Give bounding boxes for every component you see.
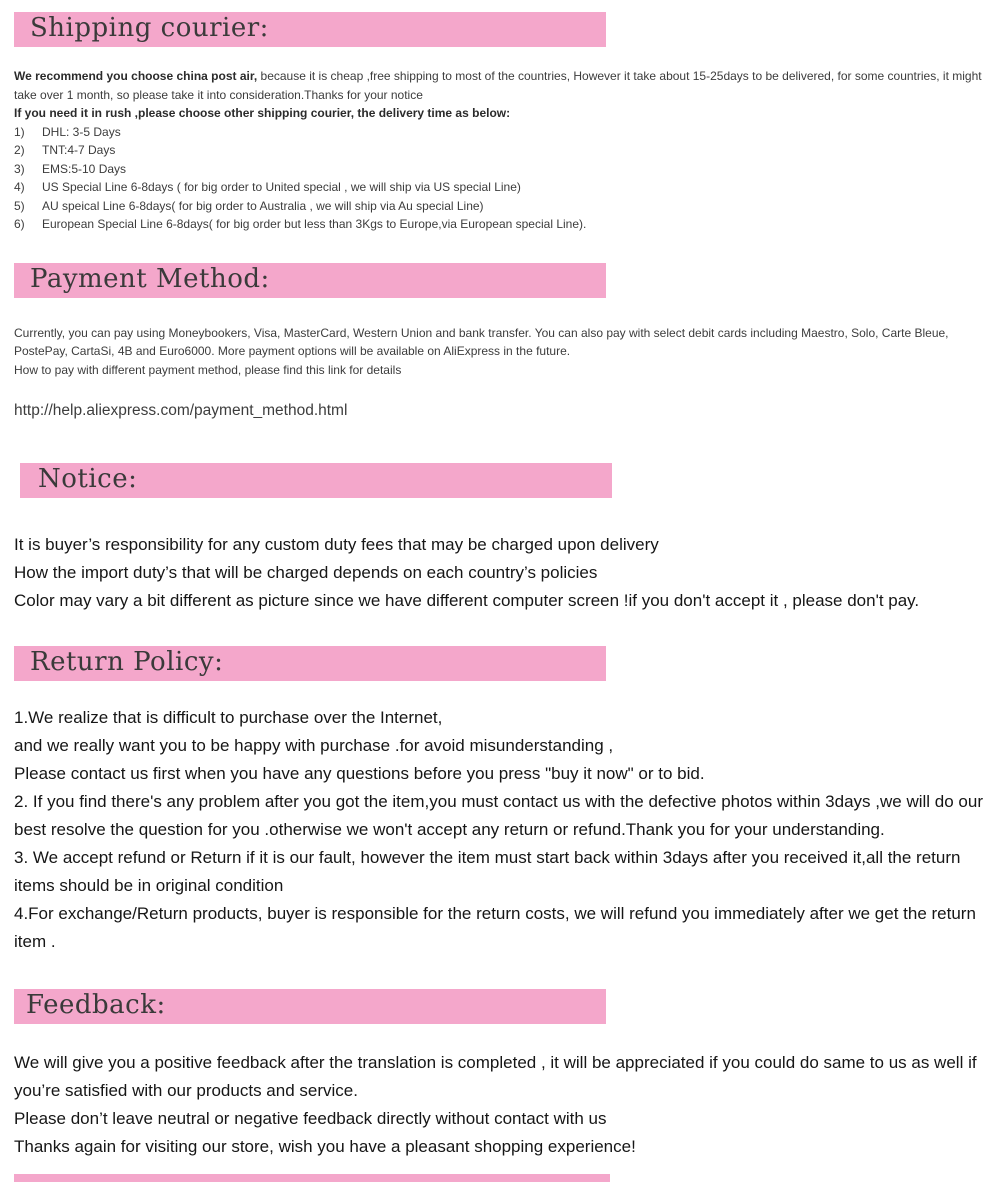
shipping-option-number: 4) bbox=[14, 180, 25, 194]
feedback-body bbox=[14, 1049, 988, 1161]
shipping-intro bbox=[14, 67, 988, 104]
return-policy-line: 4.For exchange/Return products, buyer is responsible for the return costs, we will refund you immediately after we get the return item . bbox=[14, 904, 976, 951]
notice-line: How the import duty’s that will be charged depends on each country’s policies bbox=[14, 563, 598, 582]
shipping-option bbox=[14, 160, 988, 179]
shipping-option-number: 3) bbox=[14, 161, 25, 176]
return-policy-line: and we really want you to be happy with purchase .for avoid misunderstanding , bbox=[14, 736, 614, 755]
section-return-policy bbox=[14, 646, 988, 956]
section-shipping bbox=[14, 12, 988, 234]
return-policy-body bbox=[14, 704, 988, 956]
shipping-option-text: EMS:5-10 Days bbox=[42, 161, 127, 176]
bottom-pink-bar bbox=[14, 1174, 610, 1182]
shipping-option-text: AU speical Line 6-8days( for big order to Australia , we will ship via Au special Line) bbox=[42, 198, 484, 213]
section-notice bbox=[14, 463, 988, 615]
shipping-rush-note bbox=[14, 104, 988, 123]
shipping-option bbox=[14, 178, 988, 197]
shipping-option-number: 2) bbox=[14, 143, 25, 157]
shipping-option-number: 1) bbox=[14, 124, 25, 139]
return-policy-line: 2. If you find there's any problem after you got the item,you must contact us with the defective photos within 3days ,we will do our best resolve the question for you .otherwise we won't accept any return or refund.Thank you for your understanding. bbox=[14, 792, 983, 839]
feedback-heading: Feedback: bbox=[14, 989, 606, 1024]
payment-link-note: How to pay with different payment method, please find this link for details bbox=[14, 362, 402, 377]
shipping-intro-bold: We recommend you choose china post air, bbox=[14, 69, 258, 83]
shipping-option-number: 5) bbox=[14, 198, 25, 213]
payment-body bbox=[14, 324, 988, 380]
shipping-option bbox=[14, 215, 988, 234]
shipping-option-text: DHL: 3-5 Days bbox=[42, 124, 121, 139]
payment-method-link[interactable]: http://help.aliexpress.com/payment_method.html bbox=[14, 402, 348, 419]
shipping-option bbox=[14, 141, 988, 160]
feedback-line: Please don’t leave neutral or negative feedback directly without contact with us bbox=[14, 1109, 607, 1128]
feedback-line: Thanks again for visiting our store, wish you have a pleasant shopping experience! bbox=[14, 1137, 636, 1156]
section-payment bbox=[14, 263, 988, 421]
return-policy-line: 1.We realize that is difficult to purchase over the Internet, bbox=[14, 708, 443, 727]
notice-body bbox=[14, 531, 988, 615]
shipping-option-text: US Special Line 6-8days ( for big order to United special , we will ship via US special Line) bbox=[42, 180, 521, 194]
shipping-option bbox=[14, 123, 988, 142]
shipping-option-number: 6) bbox=[14, 217, 25, 231]
return-policy-line: Please contact us first when you have any questions before you press "buy it now" or to bid. bbox=[14, 764, 705, 783]
shipping-option-text: TNT:4-7 Days bbox=[42, 143, 116, 157]
payment-heading: Payment Method: bbox=[14, 263, 606, 298]
shipping-rush-note-text: If you need it in rush ,please choose other shipping courier, the delivery time as below: bbox=[14, 106, 511, 120]
return-policy-line: 3. We accept refund or Return if it is our fault, however the item must start back within 3days after you received it,all the return items should be in original condition bbox=[14, 848, 961, 895]
shipping-intro-rest: because it is cheap ,free shipping to most of the countries, However it take about 15-25days to be delivered, for some countries, it might take over 1 month, so please take it into consideration.Thanks for your notice bbox=[14, 69, 982, 102]
feedback-line: We will give you a positive feedback after the translation is completed , it will be appreciated if you could do same to us as well if you’re satisfied with our products and service. bbox=[14, 1053, 977, 1100]
return-policy-heading: Return Policy: bbox=[14, 646, 606, 681]
shipping-option bbox=[14, 197, 988, 216]
notice-line: Color may vary a bit different as picture since we have different computer screen !if you don't accept it , please don't pay. bbox=[14, 591, 920, 610]
shipping-body bbox=[14, 67, 988, 234]
shipping-heading: Shipping courier: bbox=[14, 12, 606, 47]
shipping-option-text: European Special Line 6-8days( for big order but less than 3Kgs to Europe,via European special Line). bbox=[42, 217, 587, 231]
notice-heading: Notice: bbox=[20, 463, 612, 498]
section-feedback bbox=[14, 989, 988, 1161]
notice-line: It is buyer’s responsibility for any custom duty fees that may be charged upon delivery bbox=[14, 535, 659, 554]
payment-paragraph: Currently, you can pay using Moneybookers, Visa, MasterCard, Western Union and bank transfer. You can also pay with select debit cards including Maestro, Solo, Carte Bleue, PostePay, CartaSi, 4B and Euro6000. More payment options will be available on AliExpress in the future. bbox=[14, 325, 949, 358]
